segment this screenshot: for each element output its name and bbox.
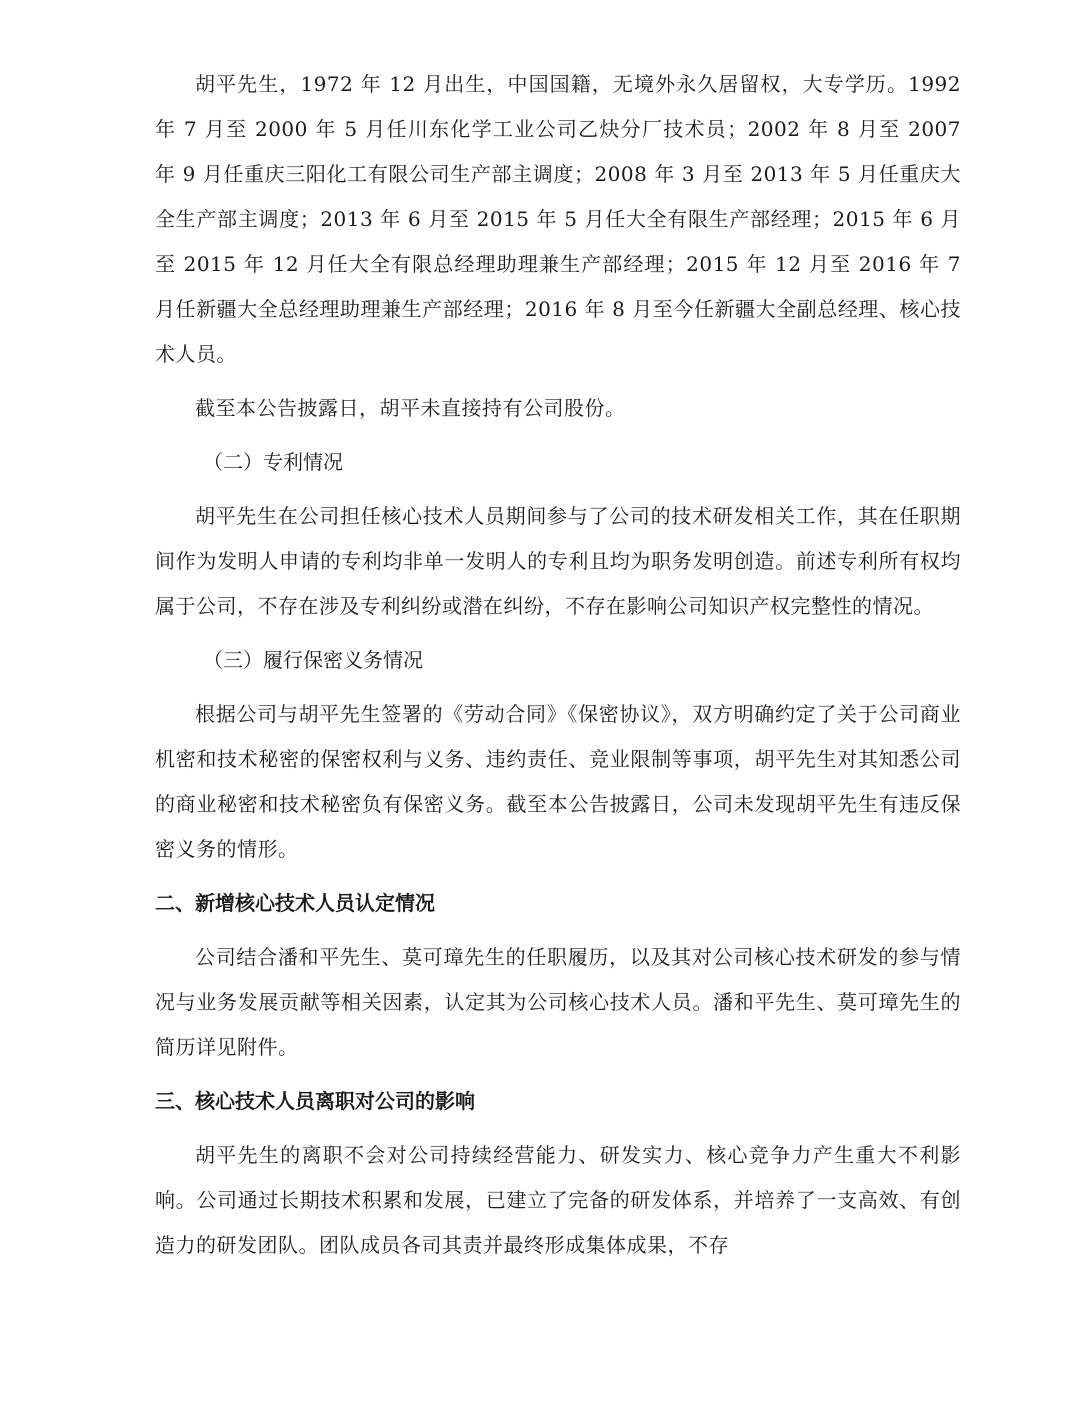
shareholding-paragraph: 截至本公告披露日，胡平未直接持有公司股份。 xyxy=(195,396,626,420)
confidentiality-paragraph: 根据公司与胡平先生签署的《劳动合同》《保密协议》，双方明确约定了关于公司商业机密和技术秘密的保密权利与义务、违约责任、竞业限制等事项，胡平先生对其知悉公司的商业秘密和技术秘密负有保密义务。截至本公告披露日，公司未发现胡平先生有违反保密义务的情形。 xyxy=(155,702,961,861)
document-page xyxy=(155,62,961,1268)
confidentiality-heading: （三）履行保密义务情况 xyxy=(203,648,423,672)
section-three-heading: 三、核心技术人员离职对公司的影响 xyxy=(155,1089,475,1113)
section-two-heading: 二、新增核心技术人员认定情况 xyxy=(155,891,435,915)
patents-heading: （二）专利情况 xyxy=(203,450,343,474)
section-two-paragraph: 公司结合潘和平先生、莫可璋先生的任职履历，以及其对公司核心技术研发的参与情况与业务发展贡献等相关因素，认定其为公司核心技术人员。潘和平先生、莫可璋先生的简历详见附件。 xyxy=(155,945,961,1059)
section-three-paragraph: 胡平先生的离职不会对公司持续经营能力、研发实力、核心竞争力产生重大不利影响。公司通过长期技术积累和发展，已建立了完备的研发体系，并培养了一支高效、有创造力的研发团队。团队成员各司其责并最终形成集体成果，不存 xyxy=(155,1143,961,1257)
patents-paragraph: 胡平先生在公司担任核心技术人员期间参与了公司的技术研发相关工作，其在任职期间作为发明人申请的专利均非单一发明人的专利且均为职务发明创造。前述专利所有权均属于公司，不存在涉及专利纠纷或潜在纠纷，不存在影响公司知识产权完整性的情况。 xyxy=(155,504,961,618)
bio-paragraph: 胡平先生，1972 年 12 月出生，中国国籍，无境外永久居留权，大专学历。1992 年 7 月至 2000 年 5 月任川东化学工业公司乙炔分厂技术员；2002 年 8 月至 2007 年 9 月任重庆三阳化工有限公司生产部主调度；2008 年 3 月至 2013 年 5 月任重庆大全生产部主调度；2013 年 6 月至 2015 年 5 月任大全有限生产部经理；2015 年 6 月至 2015 年 12 月任大全有限总经理助理兼生产部经理；2015 年 12 月至 2016 年 7 月任新疆大全总经理助理兼生产部经理；2016 年 8 月至今任新疆大全副总经理、核心技术人员。 xyxy=(155,72,961,366)
